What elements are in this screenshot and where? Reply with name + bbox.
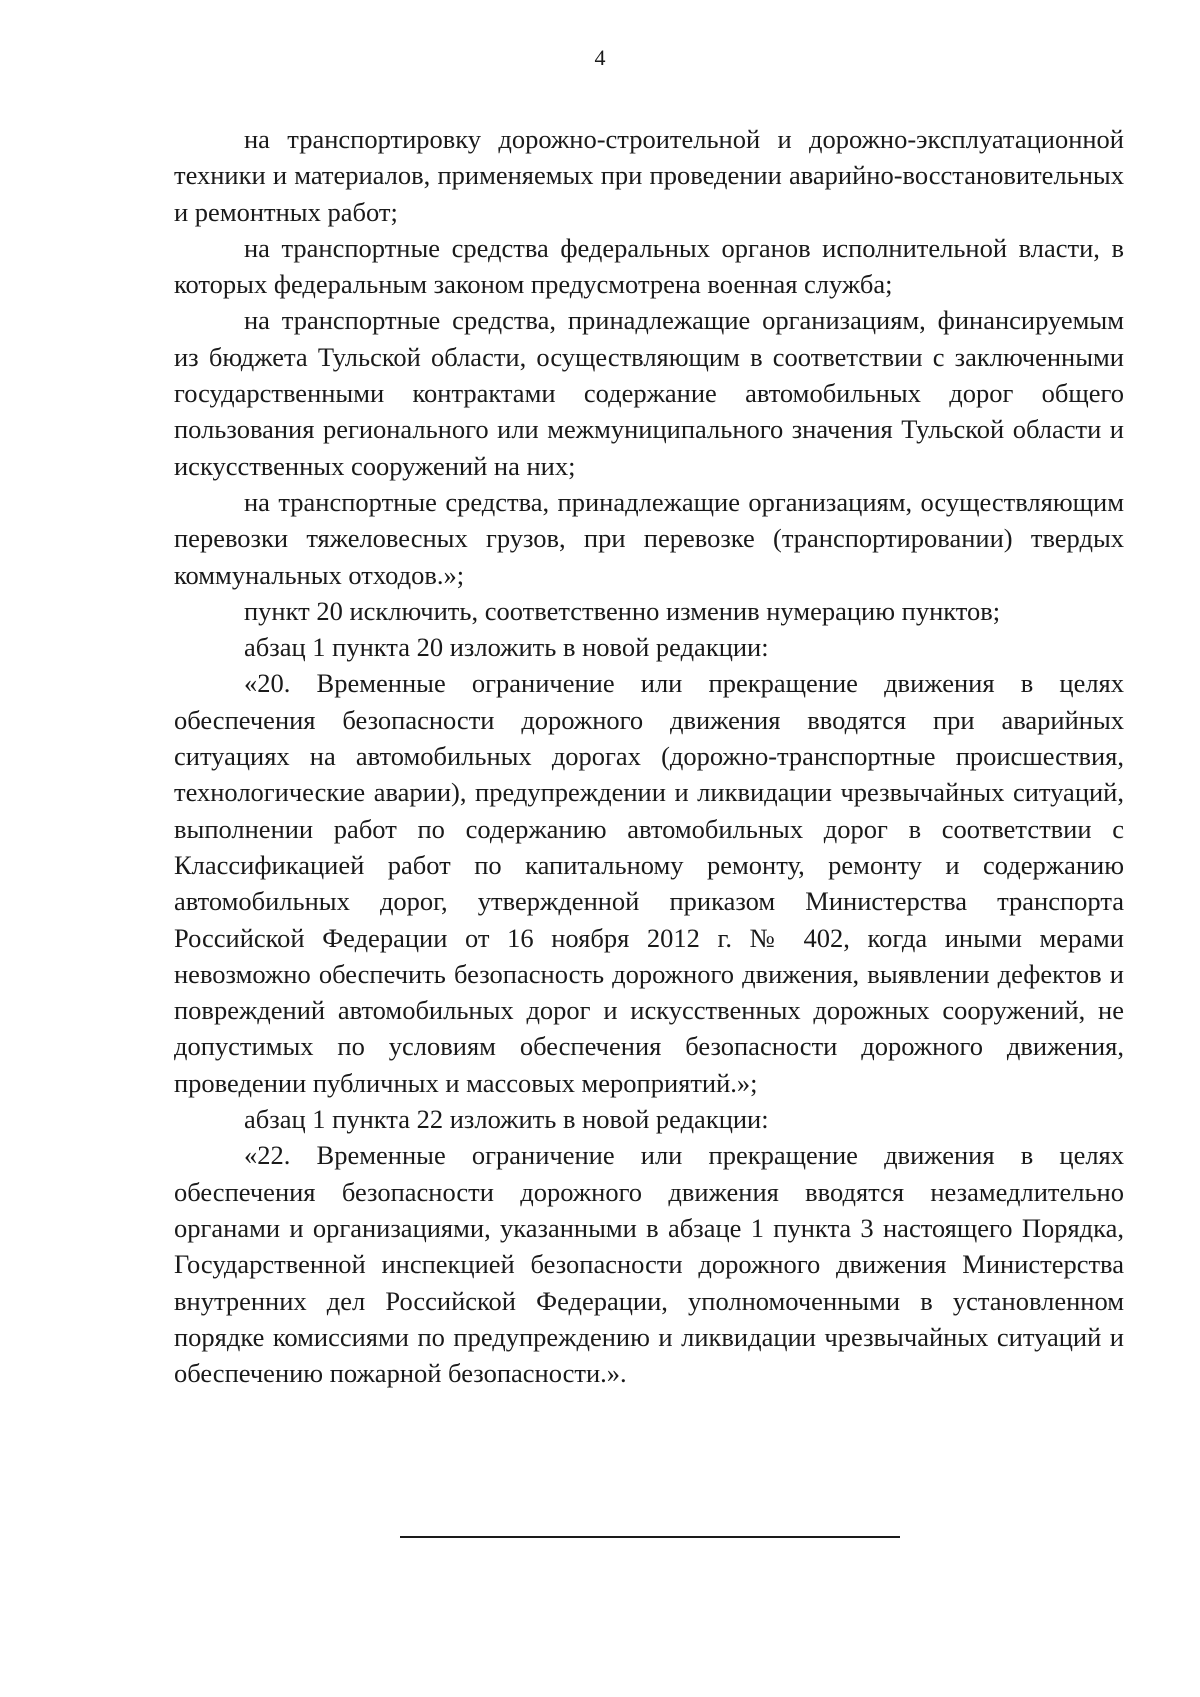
paragraph-regional-road-maintenance: на транспортные средства, принадлежащие организациям, финансируемым из бюджета Тульской области, осуществляющим в соответствии с заключенными государственными контрактами содержание автомобильных дорог общего пользования регионального или межмуниципального значения Тульской области и искусственных сооружений на них; bbox=[174, 305, 1124, 481]
paragraph-item-20-text: «20. Временные ограничение или прекращение движения в целях обеспечения безопасности дорожного движения вводятся при аварийных ситуациях на автомобильных дорогах (дорожно-транспортные происшествия, технологические аварии), предупреждении и ликвидации чрезвычайных ситуаций, выполнении работ по содержанию автомобильных дорог в соответствии с Классификацией работ по капитальному ремонту, ремонту и содержанию автомобильных дорог, утвержденной приказом Министерства транспорта Российской Федерации от 16 ноября 2012 г. № 402, когда иными мерами невозможно обеспечить безопасность дорожного движения, выявлении дефектов и повреждений автомобильных дорог и искусственных дорожных сооружений, не допустимых по условиям обеспечения безопасности дорожного движения, проведении публичных и массовых мероприятий.»; bbox=[174, 668, 1124, 1098]
paragraph-federal-vehicles: на транспортные средства федеральных органов исполнительной власти, в которых федеральным законом предусмотрена военная служба; bbox=[174, 232, 1124, 300]
document-body bbox=[174, 121, 1124, 1391]
paragraph-heavy-cargo: на транспортные средства, принадлежащие организациям, осуществляющим перевозки тяжеловесных грузов, при перевозке (транспортировании) твердых коммунальных отходов.»; bbox=[174, 486, 1124, 590]
paragraph-exclude-item-20: пункт 20 исключить, соответственно изменив нумерацию пунктов; bbox=[244, 595, 1001, 626]
paragraph-amend-item-22: абзац 1 пункта 22 изложить в новой редакции: bbox=[244, 1104, 769, 1135]
paragraph-amend-item-20: абзац 1 пункта 20 изложить в новой редакции: bbox=[244, 632, 769, 663]
paragraph-item-22-text: «22. Временные ограничение или прекращение движения в целях обеспечения безопасности дорожного движения вводятся незамедлительно органами и организациями, указанными в абзаце 1 пункта 3 настоящего Порядка, Государственной инспекцией безопасности дорожного движения Министерства внутренних дел Российской Федерации, уполномоченными в установленном порядке комиссиями по предупреждению и ликвидации чрезвычайных ситуаций и обеспечению пожарной безопасности.». bbox=[174, 1140, 1124, 1389]
page-number: 4 bbox=[594, 45, 606, 70]
closing-separator-line bbox=[400, 1536, 900, 1538]
paragraph-road-equipment-transport: на транспортировку дорожно-строительной и дорожно-эксплуатационной техники и материалов, применяемых при проведении аварийно-восстановительных и ремонтных работ; bbox=[174, 124, 1124, 227]
